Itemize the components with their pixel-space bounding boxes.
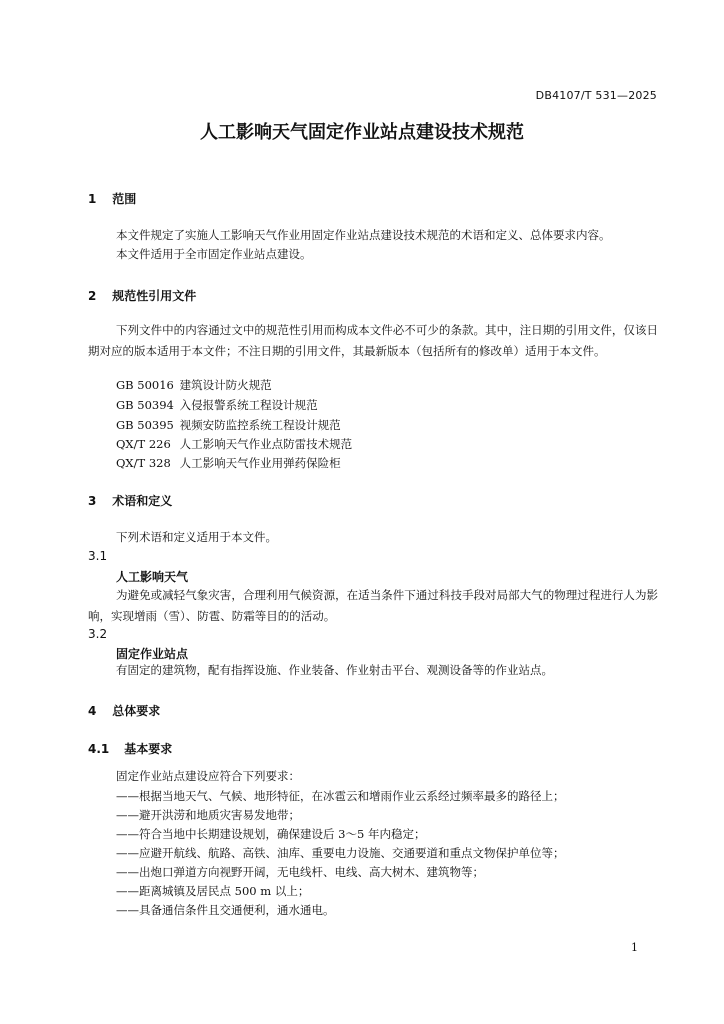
section-number: 3 bbox=[88, 494, 97, 508]
ref-name: 人工影响天气作业用弹药保险柜 bbox=[179, 456, 341, 470]
list-item bbox=[116, 375, 272, 395]
ref-code: GB 50394 bbox=[116, 398, 174, 412]
list-item bbox=[116, 434, 352, 454]
ref-name: 视频安防监控系统工程设计规范 bbox=[179, 418, 341, 432]
ref-code: GB 50395 bbox=[116, 418, 174, 432]
section-title: 术语和定义 bbox=[112, 494, 173, 508]
ref-name: 入侵报警系统工程设计规范 bbox=[179, 398, 318, 412]
list-item bbox=[116, 395, 318, 415]
term-name: 固定作业站点 bbox=[116, 647, 189, 661]
list-item bbox=[116, 415, 341, 435]
subsection-heading-basic bbox=[88, 740, 172, 757]
paragraph: 下列文件中的内容通过文中的规范性引用而构成本文件必不可少的条款。其中，注日期的引用文件，仅该日期对应的版本适用于本文件；不注日期的引用文件，其最新版本（包括所有的修改单）适用于本文件。 bbox=[88, 323, 658, 358]
paragraph: 固定作业站点建设应符合下列要求： bbox=[116, 769, 300, 783]
paragraph: 本文件规定了实施人工影响天气作业用固定作业站点建设技术规范的术语和定义、总体要求内容。 bbox=[116, 228, 611, 242]
list-item: ——符合当地中长期建设规划，确保建设后 3～5 年内稳定； bbox=[116, 827, 426, 841]
list-item: ——距离城镇及居民点 500 m 以上； bbox=[116, 884, 310, 898]
term-definition: 有固定的建筑物，配有指挥设施、作业装备、作业射击平台、观测设备等的作业站点。 bbox=[116, 663, 553, 677]
list-item: ——具备通信条件且交通便利，通水通电。 bbox=[116, 903, 335, 917]
list-item: ——出炮口弹道方向视野开阔，无电线杆、电线、高大树木、建筑物等； bbox=[116, 865, 484, 879]
section-heading-terms bbox=[88, 492, 172, 509]
ref-name: 人工影响天气作业点防雷技术规范 bbox=[179, 437, 353, 451]
section-number: 1 bbox=[88, 192, 97, 206]
term-definition: 为避免或减轻气象灾害，合理利用气候资源，在适当条件下通过科技手段对局部大气的物理过程进行人为影响，实现增雨（雪）、防雹、防霜等目的的活动。 bbox=[88, 588, 658, 623]
section-title: 范围 bbox=[112, 192, 137, 206]
paragraph: 本文件适用于全市固定作业站点建设。 bbox=[116, 247, 312, 261]
section-title: 规范性引用文件 bbox=[112, 289, 197, 303]
ref-code: QX/T 226 bbox=[116, 437, 171, 451]
list-item: ——根据当地天气、气候、地形特征，在冰雹云和增雨作业云系经过频率最多的路径上； bbox=[116, 789, 565, 803]
list-item: ——避开洪涝和地质灾害易发地带； bbox=[116, 808, 300, 822]
page-number: 1 bbox=[631, 941, 638, 954]
section-heading-refs bbox=[88, 287, 196, 304]
ref-code: QX/T 328 bbox=[116, 456, 171, 470]
standard-code: DB4107/T 531—2025 bbox=[535, 89, 657, 102]
term-name: 人工影响天气 bbox=[116, 570, 189, 584]
ref-name: 建筑设计防火规范 bbox=[179, 378, 272, 392]
section-heading-scope bbox=[88, 190, 136, 207]
clause-number: 3.1 bbox=[88, 549, 108, 563]
ref-code: GB 50016 bbox=[116, 378, 174, 392]
list-item: ——应避开航线、航路、高铁、油库、重要电力设施、交通要道和重点文物保护单位等； bbox=[116, 846, 565, 860]
subsection-number: 4.1 bbox=[88, 742, 110, 756]
subsection-title: 基本要求 bbox=[124, 742, 173, 756]
section-number: 2 bbox=[88, 289, 97, 303]
paragraph: 下列术语和定义适用于本文件。 bbox=[116, 530, 277, 544]
section-heading-general bbox=[88, 702, 160, 719]
list-item bbox=[116, 453, 341, 473]
document-title: 人工影响天气固定作业站点建设技术规范 bbox=[200, 122, 524, 143]
section-title: 总体要求 bbox=[112, 704, 161, 718]
section-number: 4 bbox=[88, 704, 97, 718]
clause-number: 3.2 bbox=[88, 627, 108, 641]
